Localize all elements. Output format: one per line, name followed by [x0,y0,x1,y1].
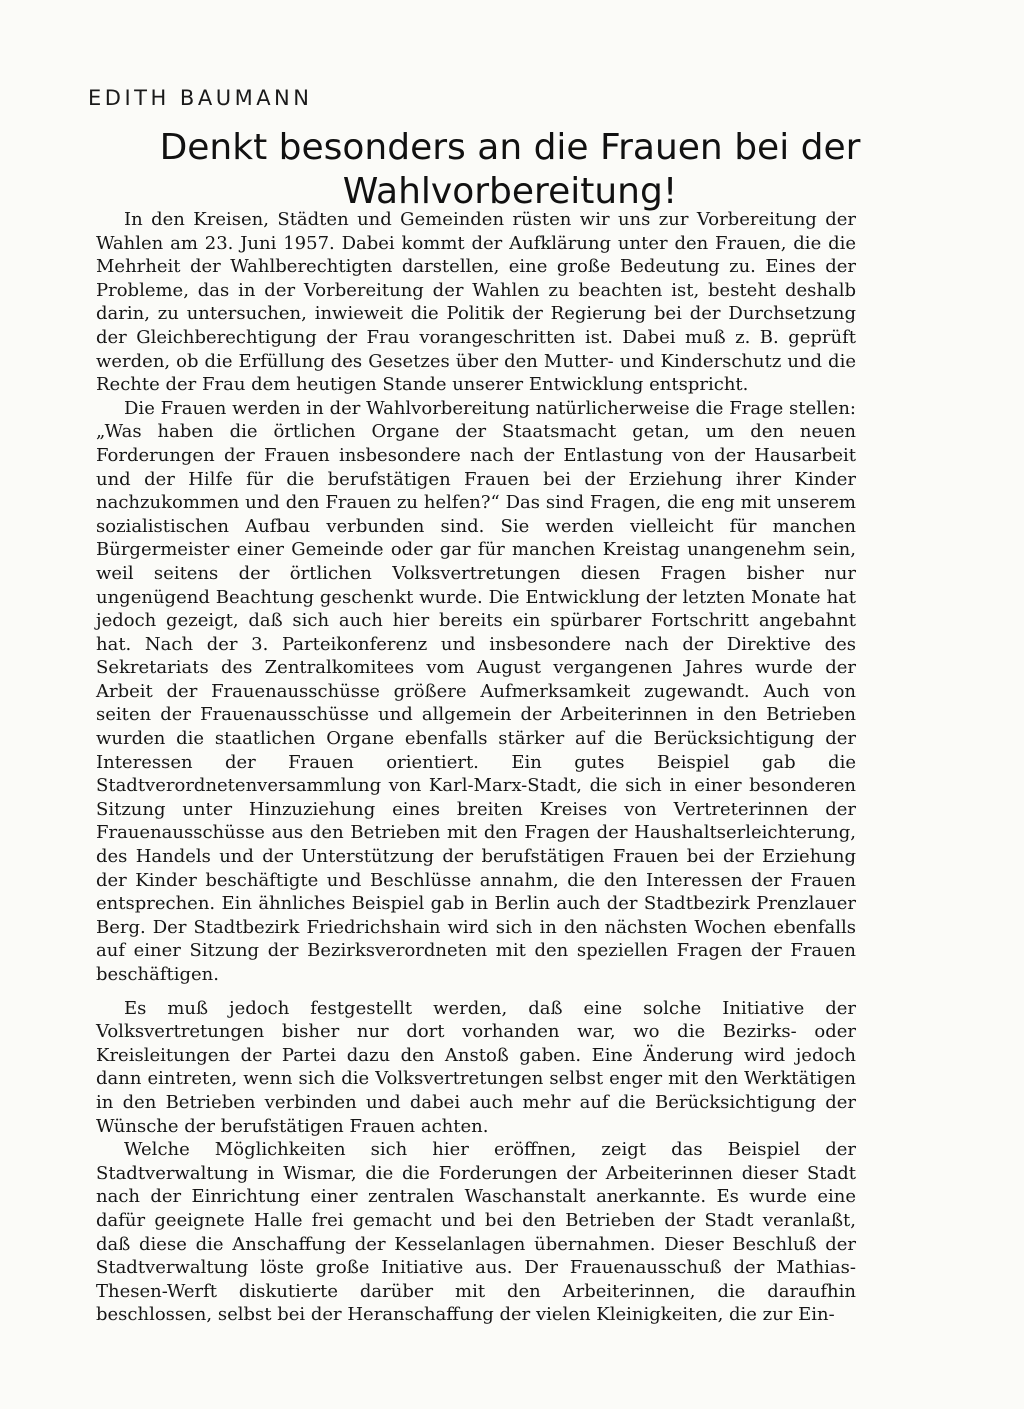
paragraph-3: Es muß jedoch festgestellt werden, daß eine solche Initiative der Volksvertretungen bisher nur dort vorhanden war, wo die Bezirks- oder Kreisleitungen der Partei dazu den Anstoß gaben. Eine Änderung wird jedoch dann eintreten, wenn sich die Volksvertretungen selbst enger mit den Werktätigen in den Betrieben verbinden und dabei auch mehr auf die Berücksichtigung der Wünsche der berufstätigen Frauen achten. [96,997,856,1137]
paragraph-1: In den Kreisen, Städten und Gemeinden rüsten wir uns zur Vorbereitung der Wahlen am 23. Juni 1957. Dabei kommt der Aufklärung unter den Frauen, die die Mehrheit der Wahlberechtigten darstellen, eine große Bedeutung zu. Eines der Probleme, das in der Vorbereitung der Wahlen zu beachten ist, besteht deshalb darin, zu untersuchen, inwieweit die Politik der Regierung bei der Durchsetzung der Gleichberechtigung der Frau vorangeschritten ist. Dabei muß z. B. geprüft werden, ob die Erfüllung des Gesetzes über den Mutter- und Kinderschutz und die Rechte der Frau dem heutigen Stande unserer Entwicklung entspricht. [96,209,856,396]
article-title: Denkt besonders an die Frauen bei der Wahlvorbereitung! [159,127,861,212]
article-body [96,208,856,1327]
paragraph-2: Die Frauen werden in der Wahlvorbereitung natürlicherweise die Frage stellen: „Was haben die örtlichen Organe der Staatsmacht getan, um den neuen Forderungen der Frauen insbesondere nach der Entlastung von der Hausarbeit und der Hilfe für die berufstätigen Frauen bei der Erziehung ihrer Kinder nachzukommen und den Frauen zu helfen?“ Das sind Fragen, die eng mit unserem sozialistischen Aufbau verbunden sind. Sie werden vielleicht für manchen Bürgermeister einer Gemeinde oder gar für manchen Kreistag unangenehm sein, weil seitens der örtlichen Volksvertretungen diesen Fragen bisher nur ungenügend Beachtung geschenkt wurde. Die Entwicklung der letzten Monate hat jedoch gezeigt, daß sich auch hier bereits ein spürbarer Fortschritt angebahnt hat. Nach der 3. Parteikonferenz und insbesondere nach der Direktive des Sekretariats des Zentralkomitees vom August vergangenen Jahres wurde der Arbeit der Frauenausschüsse größere Aufmerksamkeit zugewandt. Auch von seiten der Frauenausschüsse und allgemein der Arbeiterinnen in den Betrieben wurden die staatlichen Organe ebenfalls stärker auf die Berücksichtigung der Interessen der Frauen orientiert. Ein gutes Beispiel gab die Stadtverordnetenversammlung von Karl-Marx-Stadt, die sich in einer besonderen Sitzung unter Hinzuziehung eines breiten Kreises von Vertreterinnen der Frauenausschüsse aus den Betrieben mit den Fragen der Haushaltserleichterung, des Handels und der Unterstützung der berufstätigen Frauen bei der Erziehung der Kinder beschäftigte und Beschlüsse annahm, die den Interessen der Frauen entsprechen. Ein ähnliches Beispiel gab in Berlin auch der Stadtbezirk Prenzlauer Berg. Der Stadtbezirk Friedrichshain wird sich in den nächsten Wochen ebenfalls auf einer Sitzung der Bezirksverordneten mit den speziellen Fragen der Frauen beschäftigen. [96,397,856,985]
author-name: EDITH BAUMANN [88,86,313,110]
paragraph-4: Welche Möglichkeiten sich hier eröffnen, zeigt das Beispiel der Stadtverwaltung in Wismar, die die Forderungen der Arbeiterinnen dieser Stadt nach der Einrichtung einer zentralen Waschanstalt anerkannte. Es wurde eine dafür geeignete Halle frei gemacht und bei den Betrieben der Stadt veranlaßt, daß diese die Anschaffung der Kesselanlagen übernahmen. Dieser Beschluß der Stadtverwaltung löste große Initiative aus. Der Frauenausschuß der Mathias-Thesen-Werft diskutierte darüber mit den Arbeiterinnen, die daraufhin beschlossen, selbst bei der Heranschaffung der vielen Kleinigkeiten, die zur Ein- [96,1139,856,1326]
